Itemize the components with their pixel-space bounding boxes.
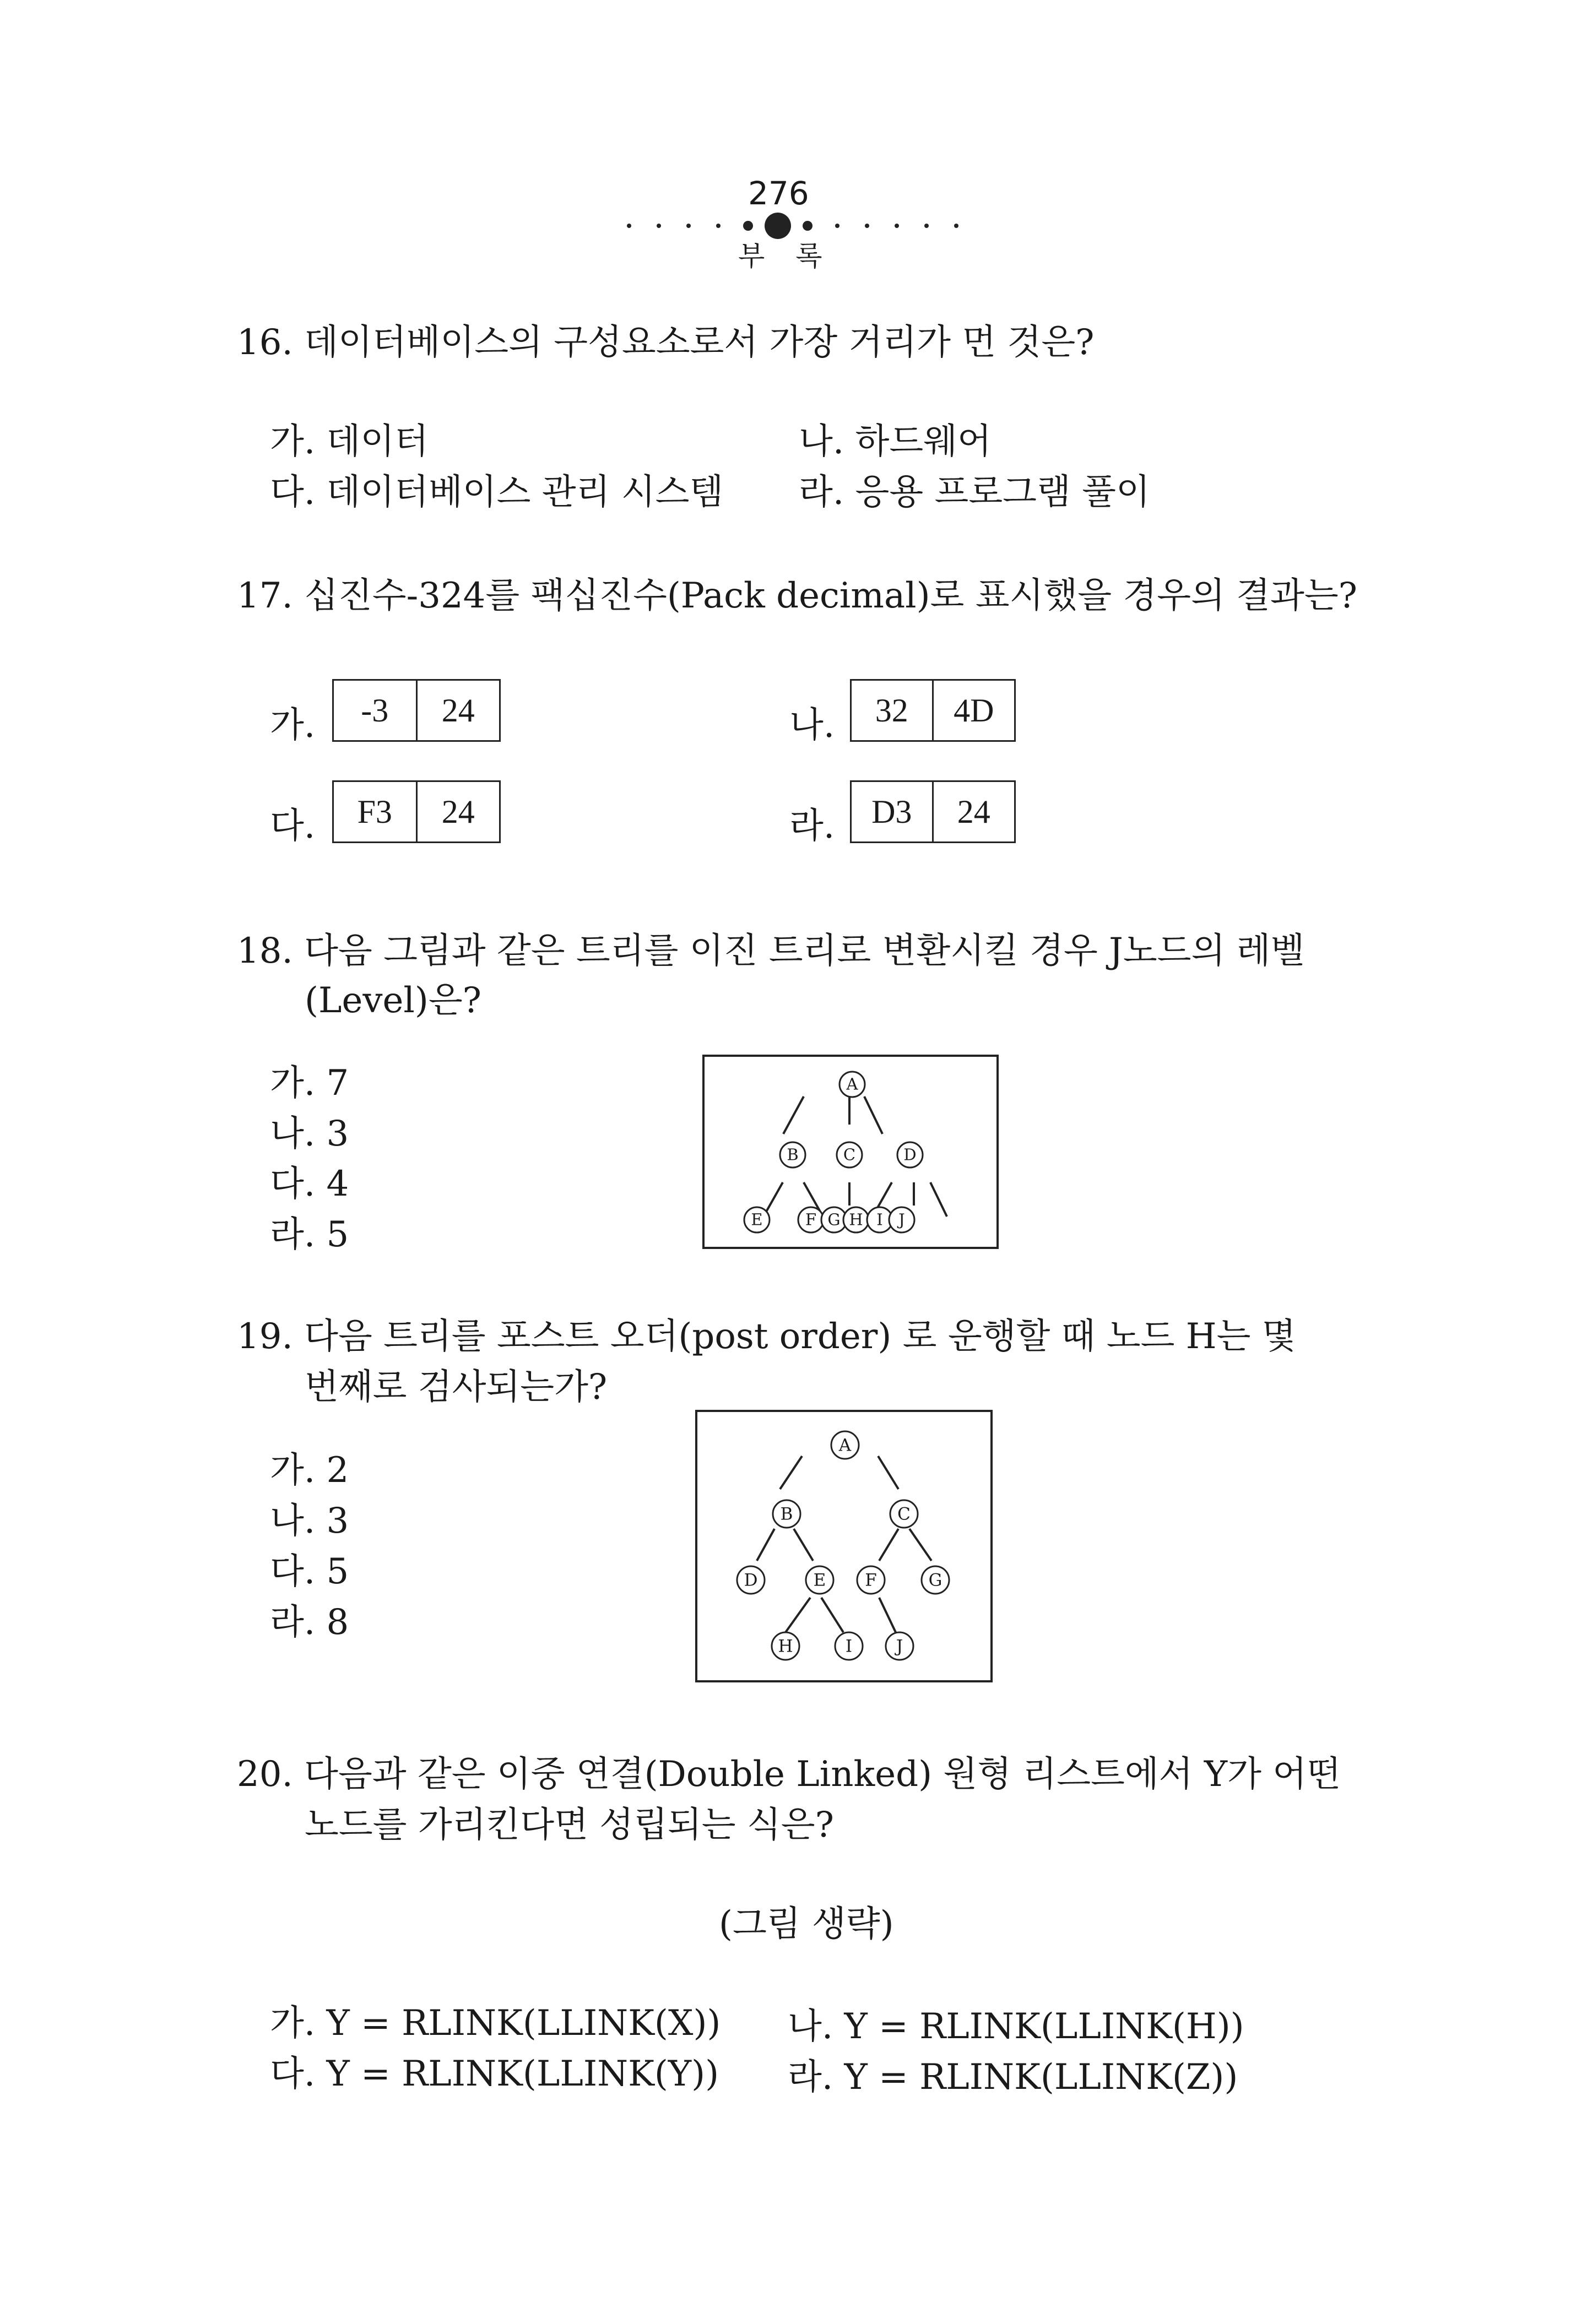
- question-18-line2: (Level)은?: [305, 980, 481, 1021]
- packed-cell: 24: [416, 782, 500, 841]
- packed-cell: 4D: [932, 681, 1015, 740]
- svg-text:B: B: [780, 1504, 793, 1524]
- section-label: 부 록: [738, 240, 833, 272]
- q19-tree-diagram: [697, 1412, 990, 1680]
- packed-cell: D3: [871, 793, 912, 830]
- q18-tree-node-j: [889, 1207, 914, 1232]
- q16-option-na: 나. 하드웨어: [799, 421, 992, 462]
- svg-text:D: D: [744, 1570, 758, 1590]
- svg-text:A: A: [846, 1074, 858, 1094]
- q19-tree-node-j: [886, 1632, 913, 1660]
- q19-tree-node-f: [857, 1566, 885, 1594]
- svg-text:A: A: [838, 1435, 852, 1456]
- svg-text:J: J: [898, 1210, 905, 1229]
- q19-tree-node-g: [922, 1566, 949, 1594]
- q18-tree-node-d: [897, 1142, 923, 1168]
- q19-option-da: 다. 5: [270, 1551, 349, 1592]
- q17-option-da-label: 다.: [270, 806, 316, 846]
- q18-tree-node-b: [780, 1142, 805, 1168]
- q18-tree-figure: [702, 1055, 999, 1249]
- page-number: 276: [748, 175, 809, 212]
- packed-cell: F3: [357, 793, 392, 830]
- svg-text:G: G: [827, 1210, 841, 1229]
- svg-text:E: E: [813, 1570, 826, 1590]
- packed-cell: 24: [932, 782, 1015, 841]
- svg-text:J: J: [896, 1636, 903, 1657]
- q17-option-na-label: 나.: [789, 705, 835, 746]
- svg-text:I: I: [876, 1210, 883, 1229]
- q19-tree-node-b: [773, 1500, 800, 1528]
- q17-option-ga-label: 가.: [270, 705, 316, 746]
- q19-option-ra: 라. 8: [270, 1602, 349, 1643]
- q18-tree-node-h: [843, 1207, 869, 1232]
- q18-tree-node-e: [744, 1207, 770, 1232]
- q18-option-ra: 라. 5: [270, 1214, 349, 1255]
- svg-text:C: C: [897, 1504, 911, 1524]
- q20-option-ra: 라. Y = RLINK(LLINK(Z)): [788, 2057, 1238, 2098]
- svg-text:C: C: [843, 1145, 856, 1164]
- question-20-line2: 노드를 가리킨다면 성립되는 식은?: [305, 1805, 834, 1845]
- packed-cell: 24: [416, 681, 500, 740]
- svg-text:H: H: [778, 1636, 793, 1657]
- header-dots-ornament: [600, 209, 986, 242]
- q17-option-na-box: [850, 679, 1016, 742]
- q19-tree-node-a: [831, 1431, 859, 1459]
- q16-option-ga: 가. 데이터: [270, 421, 429, 462]
- svg-text:G: G: [928, 1570, 943, 1590]
- q19-tree-node-h: [772, 1632, 799, 1660]
- question-17: 17. 십진수-324를 팩십진수(Pack decimal)로 표시했을 경우의 결과는?: [237, 575, 1357, 616]
- question-18-line1: 18. 다음 그림과 같은 트리를 이진 트리로 변환시킬 경우 J노드의 레벨: [237, 931, 1305, 971]
- q18-tree-node-a: [839, 1072, 865, 1097]
- q19-option-ga: 가. 2: [270, 1450, 349, 1491]
- q19-tree-node-i: [835, 1632, 863, 1660]
- q18-option-na: 나. 3: [270, 1114, 349, 1154]
- q17-option-ra-label: 라.: [789, 806, 835, 846]
- svg-text:B: B: [787, 1145, 799, 1164]
- q17-option-da-box: [332, 780, 501, 843]
- svg-text:F: F: [865, 1570, 877, 1590]
- svg-text:F: F: [805, 1210, 817, 1229]
- q19-tree-figure: [695, 1410, 993, 1682]
- q18-option-da: 다. 4: [270, 1164, 349, 1204]
- svg-text:H: H: [849, 1210, 863, 1229]
- svg-text:E: E: [751, 1210, 763, 1229]
- q19-tree-node-e: [806, 1566, 833, 1594]
- q18-tree-node-f: [798, 1207, 824, 1232]
- q18-tree-diagram: [705, 1057, 996, 1247]
- q16-option-da: 다. 데이터베이스 관리 시스템: [270, 472, 724, 513]
- q17-option-ra-box: [850, 780, 1016, 843]
- q18-tree-node-c: [837, 1142, 862, 1168]
- q18-option-ga: 가. 7: [270, 1063, 349, 1104]
- svg-text:I: I: [845, 1636, 853, 1657]
- svg-text:D: D: [903, 1145, 917, 1164]
- packed-cell: 32: [875, 692, 908, 729]
- figure-omitted-note: (그림 생략): [719, 1904, 894, 1945]
- q19-tree-node-c: [890, 1500, 918, 1528]
- question-20-line1: 20. 다음과 같은 이중 연결(Double Linked) 원형 리스트에서 Y가 어떤: [237, 1754, 1341, 1795]
- question-16: 16. 데이터베이스의 구성요소로서 가장 거리가 먼 것은?: [237, 322, 1095, 363]
- q20-option-ga: 가. Y = RLINK(LLINK(X)): [270, 2003, 721, 2044]
- q20-option-na: 나. Y = RLINK(LLINK(H)): [788, 2006, 1244, 2047]
- question-19-line1: 19. 다음 트리를 포스트 오더(post order) 로 운행할 때 노드 H는 몇: [237, 1316, 1296, 1357]
- packed-cell: -3: [361, 692, 389, 729]
- q19-option-na: 나. 3: [270, 1501, 349, 1541]
- q16-option-ra: 라. 응용 프로그램 풀이: [799, 472, 1150, 513]
- q20-option-da: 다. Y = RLINK(LLINK(Y)): [270, 2054, 719, 2094]
- q17-option-ga-box: [332, 679, 501, 742]
- question-19-line2: 번째로 검사되는가?: [305, 1367, 608, 1408]
- q19-tree-node-d: [737, 1566, 765, 1594]
